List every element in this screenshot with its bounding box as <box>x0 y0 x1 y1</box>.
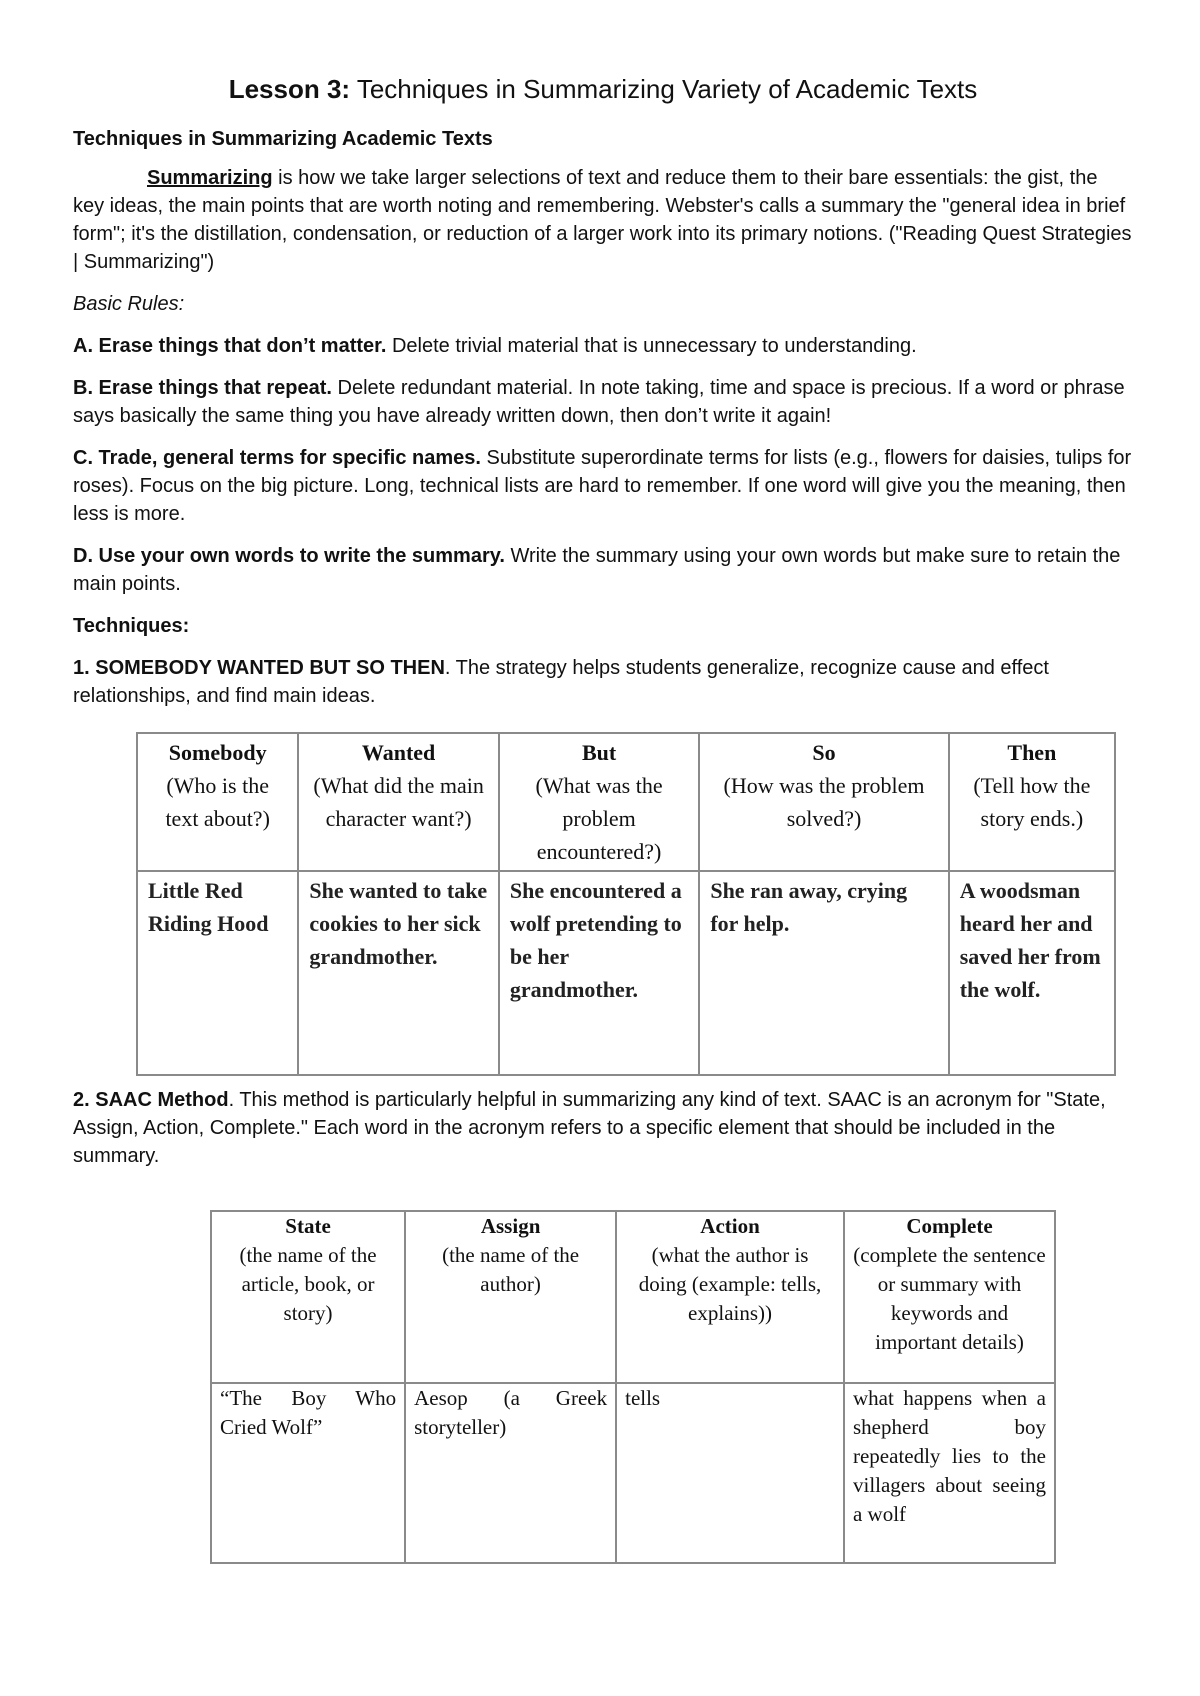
swbst-header-cell <box>699 733 948 871</box>
rule-d-text: Write the summary using your own words but make sure to retain the main points. <box>73 545 1121 595</box>
swbst-header-cell <box>499 733 699 871</box>
swbst-header-cell <box>298 733 498 871</box>
swbst-header-desc: (What did the main character want?) <box>313 773 484 831</box>
techniques-label: Techniques: <box>73 615 190 637</box>
saac-header-name: Action <box>700 1214 760 1238</box>
saac-header-row <box>211 1211 1055 1383</box>
swbst-header-row <box>137 733 1115 871</box>
saac-cell: “The Boy Who Cried Wolf” <box>211 1383 405 1563</box>
swbst-header-desc: (Who is the text about?) <box>165 773 270 831</box>
swbst-header-name: So <box>812 740 836 765</box>
saac-header-cell <box>405 1211 616 1383</box>
saac-header-name: Complete <box>906 1214 993 1238</box>
swbst-cell: She wanted to take cookies to her sick grandmother. <box>298 871 498 1075</box>
rule-d-title: D. Use your own words to write the summary. <box>73 545 505 567</box>
saac-header-desc: (the name of the article, book, or story) <box>239 1243 377 1325</box>
rule-a-title: A. Erase things that don’t matter. <box>73 335 387 357</box>
lesson-number: Lesson 3: <box>228 74 351 104</box>
rule-b-title: B. Erase things that repeat. <box>73 377 332 399</box>
technique-1 <box>73 654 1133 710</box>
technique-2-section <box>73 1086 1133 1170</box>
lesson-title-text: Techniques in Summarizing Variety of Academic Texts <box>350 74 978 104</box>
swbst-header-desc: (What was the problem encountered?) <box>535 773 663 864</box>
rule-a-text: Delete trivial material that is unnecessary to understanding. <box>386 335 917 357</box>
swbst-header-name: Somebody <box>168 740 267 765</box>
technique-2-title: 2. SAAC Method <box>73 1089 229 1111</box>
saac-cell: what happens when a shepherd boy repeatedly lies to the villagers about seeing a wolf <box>844 1383 1055 1563</box>
swbst-header-desc: (Tell how the story ends.) <box>973 773 1091 831</box>
saac-header-name: Assign <box>480 1214 541 1238</box>
rule-b <box>73 374 1133 430</box>
lesson-title <box>73 72 1133 106</box>
rule-c-text: Substitute superordinate terms for lists (e.g., flowers for daisies, tulips for roses). Focus on the big picture. Long, technical lists are hard to remember. If one word will give you the meaning, then less is more. <box>73 447 1132 525</box>
technique-1-text: . The strategy helps students generalize, recognize cause and effect relationships, and find main ideas. <box>73 657 1049 707</box>
saac-example-row <box>211 1383 1055 1563</box>
technique-2-text: . This method is particularly helpful in summarizing any kind of text. SAAC is an acronym for "State, Assign, Action, Complete." Each word in the acronym refers to a specific element that should be included in the summary. <box>73 1089 1106 1167</box>
rule-b-text: Delete redundant material. In note taking, time and space is precious. If a word or phrase says basically the same thing you have already written down, then don’t write it again! <box>73 377 1125 427</box>
saac-header-desc: (the name of the author) <box>442 1243 580 1296</box>
section-heading: Techniques in Summarizing Academic Texts <box>73 128 493 150</box>
swbst-header-name: Then <box>1007 740 1057 765</box>
rule-d <box>73 542 1133 598</box>
intro-term: Summarizing <box>147 167 273 189</box>
document-page <box>73 0 1133 1526</box>
saac-header-cell <box>844 1211 1055 1383</box>
swbst-cell: Little Red Riding Hood <box>137 871 298 1075</box>
saac-header-desc: (complete the sentence or summary with keywords and important details) <box>853 1243 1046 1354</box>
swbst-cell: She ran away, crying for help. <box>699 871 948 1075</box>
swbst-cell: A woodsman heard her and saved her from the wolf. <box>949 871 1115 1075</box>
swbst-header-name: Wanted <box>361 740 436 765</box>
swbst-header-desc: (How was the problem solved?) <box>723 773 925 831</box>
intro-text: is how we take larger selections of text and reduce them to their bare essentials: the gist, the key ideas, the main points that are worth noting and remembering. Webster's calls a summary the "general idea in brief form"; it's the distillation, condensation, or reduction of a larger work into its primary notions. ("Reading Quest Strategies | Summarizing") <box>73 167 1132 273</box>
rule-a <box>73 332 1133 360</box>
saac-header-desc: (what the author is doing (example: tells, explains)) <box>638 1243 822 1325</box>
saac-table <box>210 1210 1056 1564</box>
technique-1-title: 1. SOMEBODY WANTED BUT SO THEN <box>73 657 445 679</box>
basic-rules-label: Basic Rules: <box>73 293 185 315</box>
technique-2 <box>73 1086 1133 1170</box>
saac-header-cell <box>211 1211 405 1383</box>
saac-cell: tells <box>616 1383 844 1563</box>
swbst-example-row <box>137 871 1115 1075</box>
swbst-header-name: But <box>581 740 617 765</box>
rule-c <box>73 444 1133 528</box>
swbst-header-cell <box>137 733 298 871</box>
rule-c-title: C. Trade, general terms for specific names. <box>73 447 481 469</box>
intro-paragraph <box>73 164 1133 276</box>
swbst-table <box>136 732 1116 1076</box>
swbst-cell: She encountered a wolf pretending to be her grandmother. <box>499 871 699 1075</box>
swbst-header-cell <box>949 733 1115 871</box>
saac-header-cell <box>616 1211 844 1383</box>
saac-header-name: State <box>285 1214 331 1238</box>
saac-cell: Aesop (a Greek storyteller) <box>405 1383 616 1563</box>
